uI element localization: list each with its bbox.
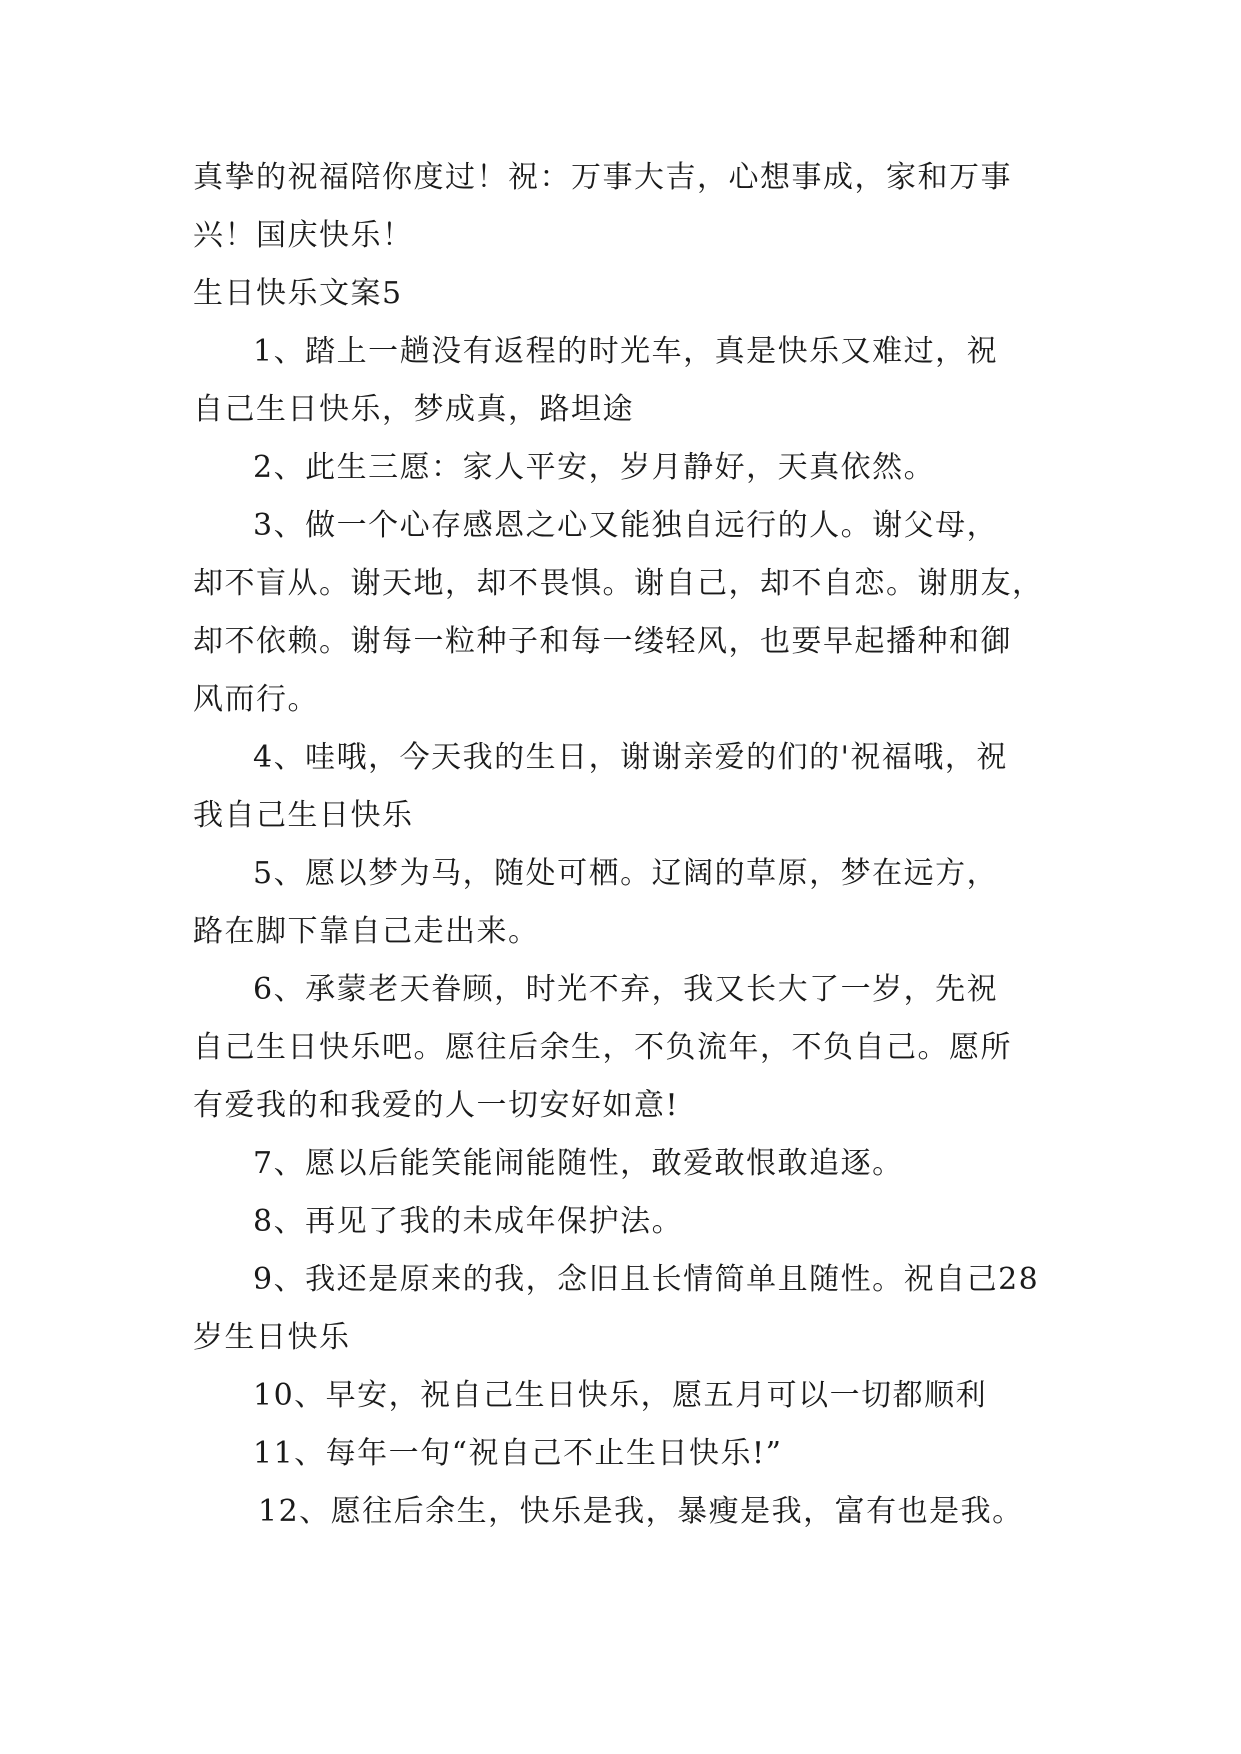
paragraph-line: 真挚的祝福陪你度过！祝：万事大吉，心想事成，家和万事	[193, 160, 1012, 195]
paragraph-line: 2、此生三愿：家人平安，岁月静好，天真依然。	[253, 450, 936, 485]
paragraph-line: 却不依赖。谢每一粒种子和每一缕轻风，也要早起播种和御	[193, 624, 1012, 659]
paragraph-line: 自己生日快乐吧。愿往后余生，不负流年，不负自己。愿所	[193, 1030, 1012, 1065]
section-heading: 生日快乐文案5	[193, 276, 403, 311]
paragraph-line: 12、愿往后余生，快乐是我，暴瘦是我，富有也是我。	[258, 1494, 1024, 1529]
paragraph-line: 有爱我的和我爱的人一切安好如意!	[193, 1088, 680, 1123]
paragraph-line: 9、我还是原来的我，念旧且长情简单且随性。祝自己28	[253, 1262, 1040, 1297]
paragraph-line: 1、踏上一趟没有返程的时光车，真是快乐又难过，祝	[253, 334, 999, 369]
paragraph-line: 3、做一个心存感恩之心又能独自远行的人。谢父母，	[253, 508, 999, 543]
paragraph-line: 7、愿以后能笑能闹能随性，敢爱敢恨敢追逐。	[253, 1146, 904, 1181]
paragraph-line: 路在脚下靠自己走出来。	[193, 914, 540, 949]
paragraph-line: 岁生日快乐	[193, 1320, 351, 1355]
paragraph-line: 风而行。	[193, 682, 319, 717]
paragraph-line: 6、承蒙老天眷顾，时光不弃，我又长大了一岁，先祝	[253, 972, 999, 1007]
paragraph-line: 我自己生日快乐	[193, 798, 414, 833]
paragraph-line: 兴！国庆快乐！	[193, 218, 414, 253]
paragraph-line: 8、再见了我的未成年保护法。	[253, 1204, 684, 1239]
paragraph-line: 4、哇哦，今天我的生日，谢谢亲爱的们的'祝福哦，祝	[253, 740, 1008, 775]
paragraph-line: 5、愿以梦为马，随处可栖。辽阔的草原，梦在远方，	[253, 856, 999, 891]
paragraph-line: 11、每年一句“祝自己不止生日快乐!”	[253, 1436, 783, 1471]
paragraph-line: 自己生日快乐，梦成真，路坦途	[193, 392, 634, 427]
paragraph-line: 10、早安，祝自己生日快乐，愿五月可以一切都顺利	[253, 1378, 988, 1413]
paragraph-line: 却不盲从。谢天地，却不畏惧。谢自己，却不自恋。谢朋友，	[193, 566, 1044, 601]
